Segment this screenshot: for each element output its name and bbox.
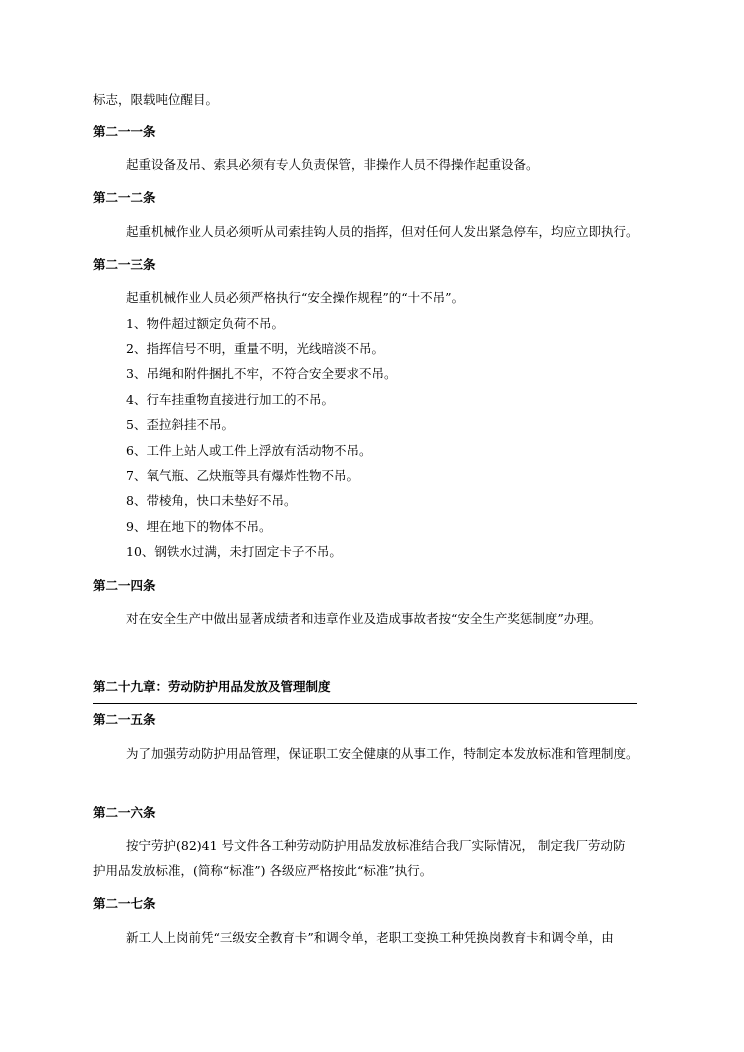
article-213-body: 起重机械作业人员必须严格执行“安全操作规程”的“十不吊”。 bbox=[126, 290, 465, 305]
list-item: 5、歪拉斜挂不吊。 bbox=[126, 417, 234, 432]
article-217-body: 新工人上岗前凭“三级安全教育卡”和调令单，老职工变换工种凭换岗教育卡和调令单，由 bbox=[126, 930, 614, 945]
article-217-title: 第二一七条 bbox=[93, 896, 156, 911]
article-216-title: 第二一六条 bbox=[93, 805, 156, 820]
article-216-body-line2: 护用品发放标准，(简称“标准”) 各级应严格按此“标准”执行。 bbox=[93, 863, 433, 878]
list-item: 4、行车挂重物直接进行加工的不吊。 bbox=[126, 392, 334, 407]
article-216-body-line1: 按宁劳护(82)41 号文件各工种劳动防护用品发放标准结合我厂实际情况， 制定我厂劳动防 bbox=[126, 838, 626, 853]
list-item: 6、工件上站人或工件上浮放有活动物不吊。 bbox=[126, 443, 372, 458]
list-item: 2、指挥信号不明，重量不明，光线暗淡不吊。 bbox=[126, 341, 384, 356]
article-212-body: 起重机械作业人员必须听从司索挂钩人员的指挥，但对任何人发出紧急停车，均应立即执行。 bbox=[126, 224, 639, 239]
list-item: 10、钢铁水过满，未打固定卡子不吊。 bbox=[126, 544, 342, 559]
article-211-body: 起重设备及吊、索具必须有专人负责保管，非操作人员不得操作起重设备。 bbox=[126, 157, 539, 172]
list-item: 8、带棱角，快口未垫好不吊。 bbox=[126, 493, 297, 508]
article-214-title: 第二一四条 bbox=[93, 578, 156, 593]
article-212-title: 第二一二条 bbox=[93, 190, 156, 205]
list-item: 7、氧气瓶、乙炔瓶等具有爆炸性物不吊。 bbox=[126, 468, 359, 483]
article-211-title: 第二一一条 bbox=[93, 124, 156, 139]
chapter-divider bbox=[93, 703, 637, 704]
chapter-29-title: 第二十九章：劳动防护用品发放及管理制度 bbox=[93, 679, 331, 694]
article-214-body: 对在安全生产中做出显著成绩者和违章作业及造成事故者按“安全生产奖惩制度”办理。 bbox=[126, 611, 602, 626]
article-215-title: 第二一五条 bbox=[93, 712, 156, 727]
intro-line: 标志，限载吨位醒目。 bbox=[93, 92, 219, 107]
list-item: 9、埋在地下的物体不吊。 bbox=[126, 519, 272, 534]
article-213-title: 第二一三条 bbox=[93, 257, 156, 272]
list-item: 1、物件超过额定负荷不吊。 bbox=[126, 316, 284, 331]
list-item: 3、吊绳和附件捆扎不牢，不符合安全要求不吊。 bbox=[126, 366, 397, 381]
article-215-body: 为了加强劳动防护用品管理，保证职工安全健康的从事工作，特制定本发放标准和管理制度。 bbox=[126, 746, 639, 761]
